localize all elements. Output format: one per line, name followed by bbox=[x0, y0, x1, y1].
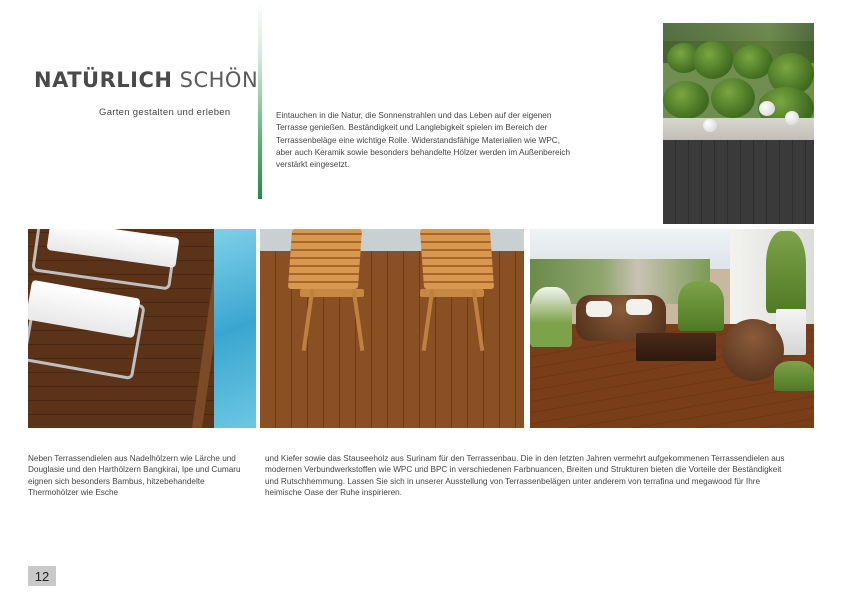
deck-chairs-photo bbox=[260, 229, 524, 428]
pool-loungers-photo bbox=[28, 229, 256, 428]
page-subtitle: Garten gestalten und erleben bbox=[99, 107, 231, 118]
chair-backrest bbox=[288, 229, 362, 289]
chair-backrest bbox=[420, 229, 494, 289]
garden-deck bbox=[663, 140, 814, 224]
chair-leg bbox=[302, 289, 315, 351]
title-light-part: SCHÖN bbox=[179, 68, 259, 92]
terrace-plant bbox=[678, 281, 724, 331]
garden-stone bbox=[759, 101, 775, 116]
body-text-column-1: Neben Terrassendielen aus Nadelhölzern wie Lärche und Douglasie und den Harthölzern Bangkirai, Ipe und Cumaru eignen sich besonders Bambus, hitzebehandelte Thermohölzer wie Esche bbox=[28, 454, 241, 498]
pool-water bbox=[214, 229, 256, 428]
coffee-table bbox=[636, 333, 716, 361]
chair-leg bbox=[352, 289, 365, 351]
garden-stone bbox=[785, 111, 799, 125]
garden-bush bbox=[711, 78, 755, 118]
garden-bush bbox=[733, 45, 773, 79]
green-accent-divider bbox=[258, 0, 262, 199]
page-number: 12 bbox=[28, 566, 56, 586]
garden-bush bbox=[693, 41, 733, 79]
sofa-pillow bbox=[626, 299, 652, 315]
title-bold-part: NATÜRLICH bbox=[34, 68, 173, 92]
garden-photo bbox=[663, 23, 814, 224]
terrace-plant bbox=[774, 361, 814, 391]
terrace-flowers bbox=[530, 287, 572, 347]
garden-stone bbox=[703, 119, 717, 132]
intro-paragraph: Eintauchen in die Natur, die Sonnenstrahlen und das Leben auf der eigenen Terrasse genießen. Beständigkeit und Langlebigkeit spielen im Bereich der Terrassenbeläge eine wichtige Rolle. Widerstandsfähige Materialien wie WPC, aber auch Keramik sowie besonders behandelte Hölzer werden im Außenbereich verstärkt eingesetzt. bbox=[276, 111, 571, 170]
chair-leg bbox=[472, 289, 485, 351]
body-text-column-2: und Kiefer sowie das Stauseeholz aus Surinam für den Terrassenbau. Die in den letzten Jahren vermehrt aufgekommenen Terrassendielen aus modernen Verbundwerkstoffen wie WPC und BPC in verschiedenen Farbnuancen, Breiten und Strukturen bieten die Vorteile der Beständigkeit und Rutschhemmung. Lassen Sie sich in unserer Ausstellung von Terrassenbelägen unter anderem von terrafina und megawood für Ihre heimische Oase der Ruhe inspirieren. bbox=[265, 454, 785, 498]
garden-bush bbox=[663, 81, 709, 119]
page-title bbox=[34, 68, 258, 92]
terrace-plant bbox=[766, 231, 806, 313]
terrace-lounge-photo bbox=[530, 229, 814, 428]
chair-leg bbox=[422, 289, 435, 351]
sofa-pillow bbox=[586, 301, 612, 317]
